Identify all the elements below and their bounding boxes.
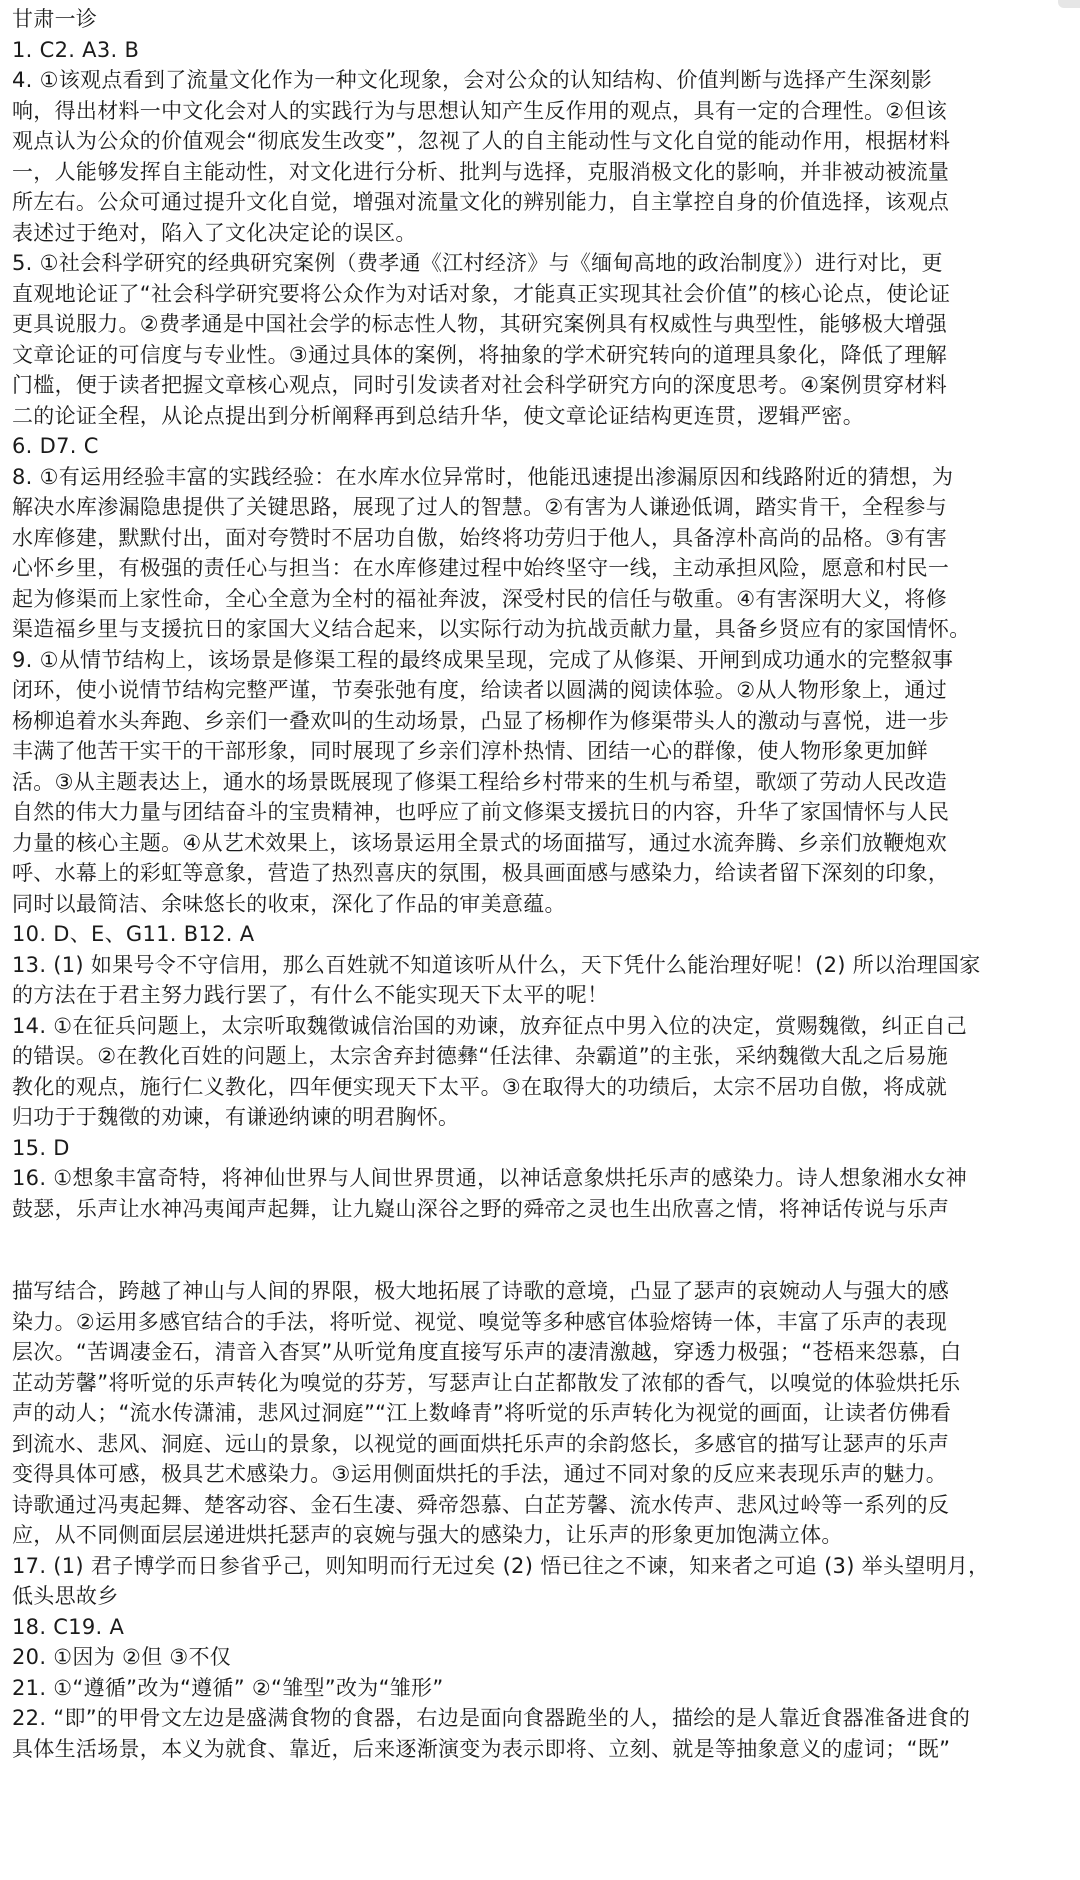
text-line: 心怀乡里，有极强的责任心与担当：在水库修建过程中始终坚守一线，主动承担风险，愿意和村民一: [12, 556, 950, 580]
text-line: 杨柳追着水头奔跑、乡亲们一叠欢叫的生动场景，凸显了杨柳作为修渠带头人的激动与喜悦，进一步: [12, 708, 950, 733]
answer-block-main: [12, 4, 1070, 1224]
text-line: 起为修渠而上家性命，全心全意为全村的福祉奔波，深受村民的信任与敬重。④有害深明大义，将修: [12, 586, 948, 611]
text-line: 芷动芳馨”将听觉的乐声转化为嗅觉的芬芳，写瑟声让白芷都散发了浓郁的香气，以嗅觉的体验烘托乐: [12, 1370, 961, 1395]
text-line: 18. C19. A: [12, 1614, 125, 1639]
text-line: 6. D7. C: [12, 434, 99, 458]
text-line: 诗歌通过冯夷起舞、楚客动容、金石生凄、舜帝怨慕、白芷芳馨、流水传声、悲风过岭等一系列的反: [12, 1492, 950, 1517]
text-line: 甘肃一诊: [12, 7, 98, 31]
text-line: 教化的观点，施行仁义教化，四年便实现天下太平。③在取得大的功绩后，太宗不居功自傲，将成就: [12, 1074, 948, 1099]
text-line: 水库修建，默默付出，面对夸赞时不居功自傲，始终将功劳归于他人，具备淳朴高尚的品格。③有害: [12, 525, 948, 550]
text-line: 8. ①有运用经验丰富的实践经验：在水库水位异常时，他能迅速提出渗漏原因和线路附近的猜想，为: [12, 464, 954, 489]
text-line: 14. ①在征兵问题上，太宗听取魏徵诚信治国的劝谏，放弃征点中男入位的决定，赏赐魏徵，纠正自己: [12, 1013, 967, 1038]
text-line: 16. ①想象丰富奇特，将神仙世界与人间世界贯通，以神话意象烘托乐声的感染力。诗人想象湘水女神: [12, 1166, 967, 1190]
text-line: 文章论证的可信度与专业性。③通过具体的案例，将抽象的学术研究转向的道理具象化，降低了理解: [12, 342, 948, 367]
text-line: 描写结合，跨越了神山与人间的界限，极大地拓展了诗歌的意境，凸显了瑟声的哀婉动人与强大的感: [12, 1279, 950, 1303]
text-line: 响，得出材料一中文化会对人的实践行为与思想认知产生反作用的观点，具有一定的合理性。②但该: [12, 98, 948, 123]
text-line: 到流水、悲风、洞庭、远山的景象，以视觉的画面烘托乐声的余韵悠长，多感官的描写让瑟声的乐声: [12, 1431, 950, 1456]
text-line: 鼓瑟，乐声让水神冯夷闻声起舞，让九嶷山深谷之野的舜帝之灵也生出欣喜之情，将神话传说与乐声: [12, 1196, 950, 1221]
text-line: 力量的核心主题。④从艺术效果上，该场景运用全景式的场面描写，通过水流奔腾、乡亲们放鞭炮欢: [12, 830, 948, 855]
text-line: 9. ①从情节结构上，该场景是修渠工程的最终成果呈现，完成了从修渠、开闸到成功通水的完整叙事: [12, 647, 954, 672]
text-line: 应，从不同侧面层层递进烘托瑟声的哀婉与强大的感染力，让乐声的形象更加饱满立体。: [12, 1523, 843, 1547]
text-line: 21. ①“遵循”改为“遵循” ②“雏型”改为“雏形”: [12, 1675, 444, 1700]
text-line: 更具说服力。②费孝通是中国社会学的标志性人物，其研究案例具有权威性与典型性，能够极大增强: [12, 312, 948, 336]
text-line: 17. (1) 君子博学而日参省乎己，则知明而行无过矣 (2) 悟已往之不谏，知来者之可追 (3) 举头望明月，: [12, 1553, 990, 1578]
text-line: 低头思故乡: [12, 1584, 119, 1608]
text-line: 5. ①社会科学研究的经典研究案例（费孝通《江村经济》与《缅甸高地的政治制度》）进行对比，更: [12, 251, 943, 275]
text-line: 1. C2. A3. B: [12, 37, 140, 62]
text-line: 的方法在于君主努力践行罢了，有什么不能实现天下太平的呢！: [12, 983, 609, 1007]
text-line: 渠造福乡里与支援抗日的家国大义结合起来，以实际行动为抗战贡献力量，具备乡贤应有的家国情怀。: [12, 617, 971, 641]
text-line: 13. (1) 如果号令不守信用，那么百姓就不知道该听从什么，天下凭什么能治理好呢！(2) 所以治理国家: [12, 952, 981, 977]
text-line: 20. ①因为 ②但 ③不仅: [12, 1645, 232, 1669]
text-line: 10. D、E、G11. B12. A: [12, 922, 255, 946]
text-line: 直观地论证了“社会科学研究要将公众作为对话对象，才能真正实现其社会价值”的核心论点，使论证: [12, 281, 951, 306]
text-line: 闭环，使小说情节结构完整严谨，节奏张弛有度，给读者以圆满的阅读体验。②从人物形象上，通过: [12, 678, 948, 702]
text-line: 层次。“苦调凄金石，清音入杳冥”从听觉角度直接写乐声的凄清激越，穿透力极强；“苍梧来怨慕，白: [12, 1340, 962, 1364]
text-line: 变得具体可感，极具艺术感染力。③运用侧面烘托的手法，通过不同对象的反应来表现乐声的魅力。: [12, 1462, 948, 1486]
text-line: 活。③从主题表达上，通水的场景既展现了修渠工程给乡村带来的生机与希望，歌颂了劳动人民改造: [12, 769, 948, 794]
answer-block-continued: [12, 1276, 1070, 1764]
text-line: 呼、水幕上的彩虹等意象，营造了热烈喜庆的氛围，极具画面感与感染力，给读者留下深刻的印象，: [12, 861, 950, 885]
paragraph-gap: [12, 1224, 1070, 1276]
text-line: 15. D: [12, 1135, 70, 1160]
text-line: 门槛，便于读者把握文章核心观点，同时引发读者对社会科学研究方向的深度思考。④案例贯穿材料: [12, 373, 948, 397]
text-line: 同时以最简洁、余味悠长的收束，深化了作品的审美意蕴。: [12, 891, 566, 916]
answer-document: [12, 4, 1070, 1764]
text-line: 的错误。②在教化百姓的问题上，太宗舍弃封德彝“任法律、杂霸道”的主张，采纳魏徵大乱之后易施: [12, 1044, 949, 1068]
text-line: 所左右。公众可通过提升文化自觉，增强对流量文化的辨别能力，自主掌控自身的价值选择，该观点: [12, 190, 950, 214]
text-line: 丰满了他苦干实干的干部形象，同时展现了乡亲们淳朴热情、团结一心的群像，使人物形象更加鲜: [12, 739, 928, 763]
text-line: 归功于于魏徵的劝谏，有谦逊纳谏的明君胸怀。: [12, 1105, 460, 1129]
text-line: 具体生活场景，本义为就食、靠近，后来逐渐演变为表示即将、立刻、就是等抽象意义的虚词；“既”: [12, 1736, 951, 1761]
text-line: 染力。②运用多感官结合的手法，将听觉、视觉、嗅觉等多种感官体验熔铸一体，丰富了乐声的表现: [12, 1309, 948, 1334]
text-line: 观点认为公众的价值观会“彻底发生改变”，忽视了人的自主能动性与文化自觉的能动作用，根据材料: [12, 129, 951, 153]
text-line: 自然的伟大力量与团结奋斗的宝贵精神，也呼应了前文修渠支援抗日的内容，升华了家国情怀与人民: [12, 800, 950, 824]
text-line: 解决水库渗漏隐患提供了关键思路，展现了过人的智慧。②有害为人谦逊低调，踏实肯干，全程参与: [12, 495, 948, 519]
text-line: 4. ①该观点看到了流量文化作为一种文化现象，会对公众的认知结构、价值判断与选择产生深刻影: [12, 68, 933, 92]
text-line: 22. “即”的甲骨文左边是盛满食物的食器，右边是面向食器跪坐的人，描绘的是人靠近食器准备进食的: [12, 1706, 971, 1730]
text-line: 声的动人；“流水传潇浦，悲风过洞庭”“江上数峰青”将听觉的乐声转化为视觉的画面，让读者仿佛看: [12, 1401, 952, 1425]
text-line: 二的论证全程，从论点提出到分析阐释再到总结升华，使文章论证结构更连贯，逻辑严密。: [12, 403, 864, 428]
text-line: 表述过于绝对，陷入了文化决定论的误区。: [12, 220, 417, 245]
text-line: 一，人能够发挥自主能动性，对文化进行分析、批判与选择，克服消极文化的影响，并非被动被流量: [12, 159, 950, 184]
